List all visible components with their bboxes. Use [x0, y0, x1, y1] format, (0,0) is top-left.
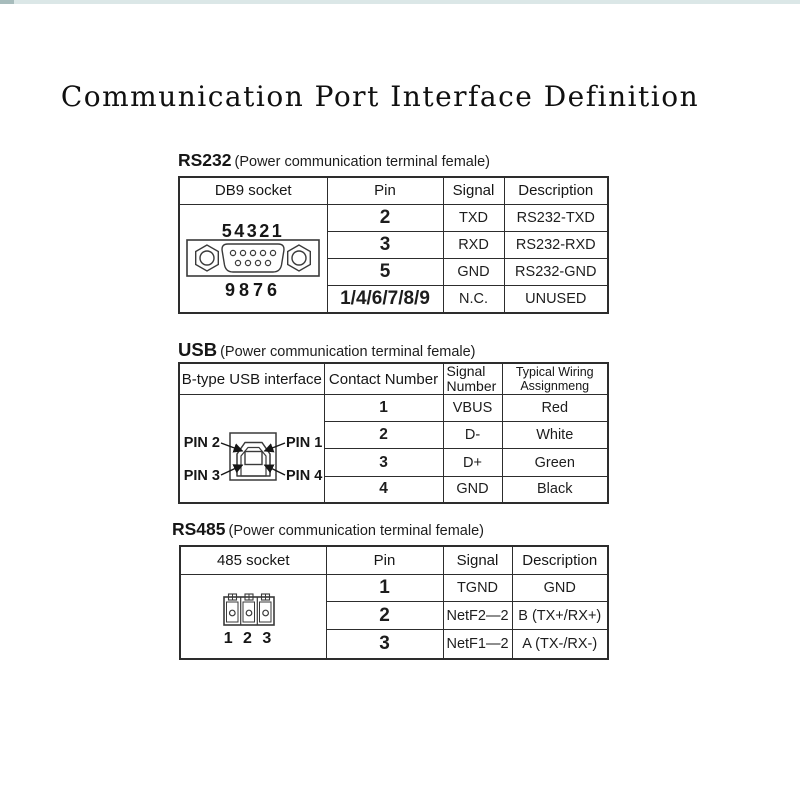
wiring-cell: Red	[502, 395, 608, 422]
db9-connector-cell	[179, 204, 327, 313]
rs232-header-description: Description	[504, 177, 608, 204]
rs232-header-signal: Signal	[443, 177, 504, 204]
usb-header-signal: Signal Number	[443, 363, 502, 395]
pin2-label: PIN 2	[183, 435, 220, 452]
top-accent-bar	[0, 0, 800, 4]
signal-cell: D-	[443, 422, 502, 449]
db9-right-nut-hole	[292, 251, 306, 265]
description-cell: GND	[512, 574, 608, 601]
usb-subtitle: (Power communication terminal female)	[220, 344, 476, 360]
rs232-table	[178, 176, 609, 314]
pin-cell: 3	[326, 630, 443, 659]
usb-b-connector-drawing	[180, 395, 324, 497]
wiring-cell: White	[502, 422, 608, 449]
pin1-label: PIN 1	[286, 435, 323, 452]
terminal-pin-numbers: 1 2 3	[223, 629, 275, 647]
signal-cell: NetF1—2	[443, 630, 512, 659]
signal-cell: TXD	[443, 204, 504, 231]
usb-header-interface: B-type USB interface	[179, 363, 324, 395]
rs485-header-pin: Pin	[326, 546, 443, 574]
rs232-label: RS232	[178, 150, 232, 170]
usb-section-heading	[178, 339, 476, 361]
rs485-header-row	[180, 546, 608, 574]
pin3-arrow	[221, 465, 243, 475]
rs485-header-description: Description	[512, 546, 608, 574]
db9-left-nut-hole	[200, 251, 214, 265]
signal-cell: RXD	[443, 231, 504, 258]
usb-table	[178, 362, 609, 504]
db9-dshell-outline	[222, 244, 284, 272]
pin1-arrow	[265, 443, 286, 451]
contact-number-cell: 3	[324, 449, 443, 476]
terminal-block-drawing	[181, 575, 326, 653]
pin3-label: PIN 3	[183, 468, 220, 485]
page-title: Communication Port Interface Definition	[60, 80, 700, 113]
rs232-header-socket: DB9 socket	[179, 177, 327, 204]
usb-header-wiring: Typical Wiring Assignmeng	[502, 363, 608, 395]
usb-header-contact: Contact Number	[324, 363, 443, 395]
rs485-section-heading	[172, 519, 484, 540]
db9-connector-drawing	[180, 205, 326, 307]
pin4-arrow	[265, 465, 286, 475]
db9-bottom-pin-numbers: 9876	[225, 279, 282, 300]
terminal-connector-cell	[180, 574, 326, 659]
pin4-label: PIN 4	[286, 468, 323, 485]
table-row	[179, 204, 608, 231]
rs232-section-heading	[178, 150, 490, 171]
rs485-label: RS485	[172, 519, 226, 539]
description-cell: B (TX+/RX+)	[512, 601, 608, 630]
table-row	[180, 574, 608, 601]
contact-number-cell: 2	[324, 422, 443, 449]
signal-cell: GND	[443, 476, 502, 503]
description-cell: A (TX-/RX-)	[512, 630, 608, 659]
signal-cell: GND	[443, 258, 504, 285]
rs232-header-row	[179, 177, 608, 204]
pin-cell: 5	[327, 258, 443, 285]
rs485-subtitle: (Power communication terminal female)	[228, 523, 484, 539]
description-cell: RS232-RXD	[504, 231, 608, 258]
description-cell: RS232-TXD	[504, 204, 608, 231]
db9-left-nut-icon	[196, 245, 219, 271]
wiring-cell: Green	[502, 449, 608, 476]
signal-cell: VBUS	[443, 395, 502, 422]
pin-cell: 1	[326, 574, 443, 601]
usb-label: USB	[178, 339, 218, 360]
signal-cell: D+	[443, 449, 502, 476]
pin-cell: 2	[327, 204, 443, 231]
wiring-cell: Black	[502, 476, 608, 503]
rs232-subtitle: (Power communication terminal female)	[234, 154, 490, 170]
pin-cell: 2	[326, 601, 443, 630]
pin2-arrow	[221, 443, 243, 451]
pin-cell: 3	[327, 231, 443, 258]
contact-number-cell: 1	[324, 395, 443, 422]
description-cell: RS232-GND	[504, 258, 608, 285]
rs485-header-signal: Signal	[443, 546, 512, 574]
db9-right-nut-icon	[288, 245, 311, 271]
signal-cell: NetF2—2	[443, 601, 512, 630]
pin-cell: 1/4/6/7/8/9	[327, 285, 443, 312]
rs485-table	[179, 545, 609, 660]
description-cell: UNUSED	[504, 285, 608, 312]
contact-number-cell: 4	[324, 476, 443, 503]
usb-b-connector-cell	[179, 395, 324, 504]
table-row	[179, 395, 608, 422]
signal-cell: TGND	[443, 574, 512, 601]
db9-top-pin-numbers: 54321	[221, 220, 285, 241]
top-accent-dash	[0, 0, 14, 4]
usb-socket-opening	[245, 452, 262, 465]
rs485-header-socket: 485 socket	[180, 546, 326, 574]
signal-cell: N.C.	[443, 285, 504, 312]
usb-header-row	[179, 363, 608, 395]
rs232-header-pin: Pin	[327, 177, 443, 204]
terminal-body-outline	[224, 597, 274, 625]
